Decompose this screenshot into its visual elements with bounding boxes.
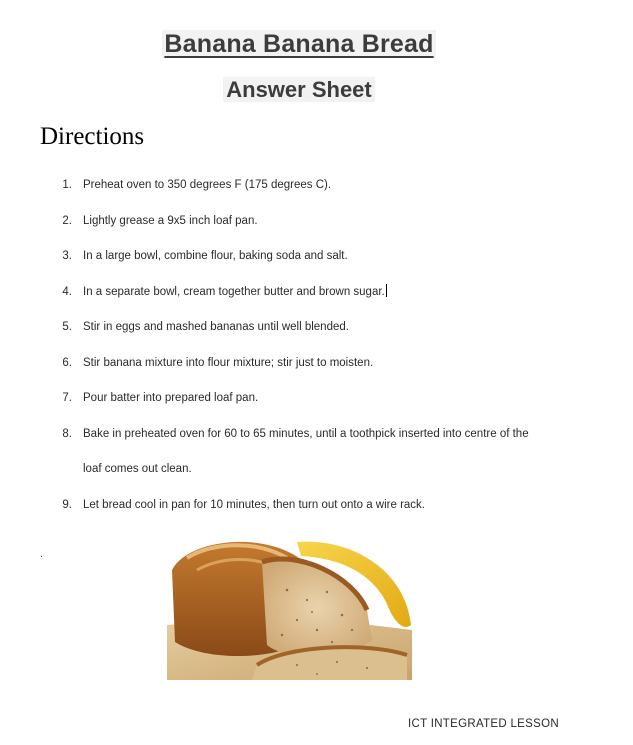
step-text: Let bread cool in pan for 10 minutes, then turn out onto a wire rack. [83, 498, 426, 511]
step-text: Lightly grease a 9x5 inch loaf pan. [83, 214, 258, 227]
step-number: 3. [62, 250, 72, 262]
step-text-continued: loaf comes out clean. [83, 463, 192, 475]
step-text: Preheat oven to 350 degrees F (175 degrees C). [83, 179, 332, 191]
stray-mark: . [40, 548, 44, 560]
list-item [56, 168, 596, 204]
step-text: Stir in eggs and mashed bananas until well blended. [83, 321, 349, 333]
step-number: 1. [62, 179, 72, 191]
list-item [56, 310, 596, 346]
step-number: 7. [62, 392, 72, 404]
banana-bread-photo [167, 530, 412, 680]
text-cursor [386, 284, 387, 297]
step-number: 9. [62, 498, 72, 511]
step-number: 6. [62, 356, 72, 369]
list-item [56, 239, 596, 275]
step-text: Bake in preheated oven for 60 to 65 minutes, until a toothpick inserted into centre of the [83, 427, 529, 440]
step-number: 2. [62, 214, 72, 227]
list-item [56, 346, 596, 382]
step-number: 8. [62, 427, 72, 440]
step-number: 4. [62, 285, 72, 298]
step-text: Stir banana mixture into flour mixture; stir just to moisten. [83, 356, 374, 369]
step-text: In a large bowl, combine flour, baking soda and salt. [83, 250, 348, 262]
footer-label: ICT INTEGRATED LESSON [408, 718, 559, 730]
list-item [56, 488, 596, 524]
document-title [0, 30, 598, 59]
list-item [56, 381, 596, 417]
document-subtitle-text: Answer Sheet [223, 77, 375, 102]
list-item [56, 417, 596, 488]
step-text: Pour batter into prepared loaf pan. [83, 392, 259, 404]
list-item [56, 204, 596, 240]
directions-list [56, 168, 596, 523]
directions-heading: Directions [40, 123, 145, 150]
document-title-text: Banana Banana Bread [164, 30, 434, 58]
step-text: In a separate bowl, cream together butter and brown sugar. [83, 285, 385, 298]
document-subtitle [0, 77, 598, 103]
step-number: 5. [62, 321, 72, 333]
list-item [56, 275, 596, 311]
